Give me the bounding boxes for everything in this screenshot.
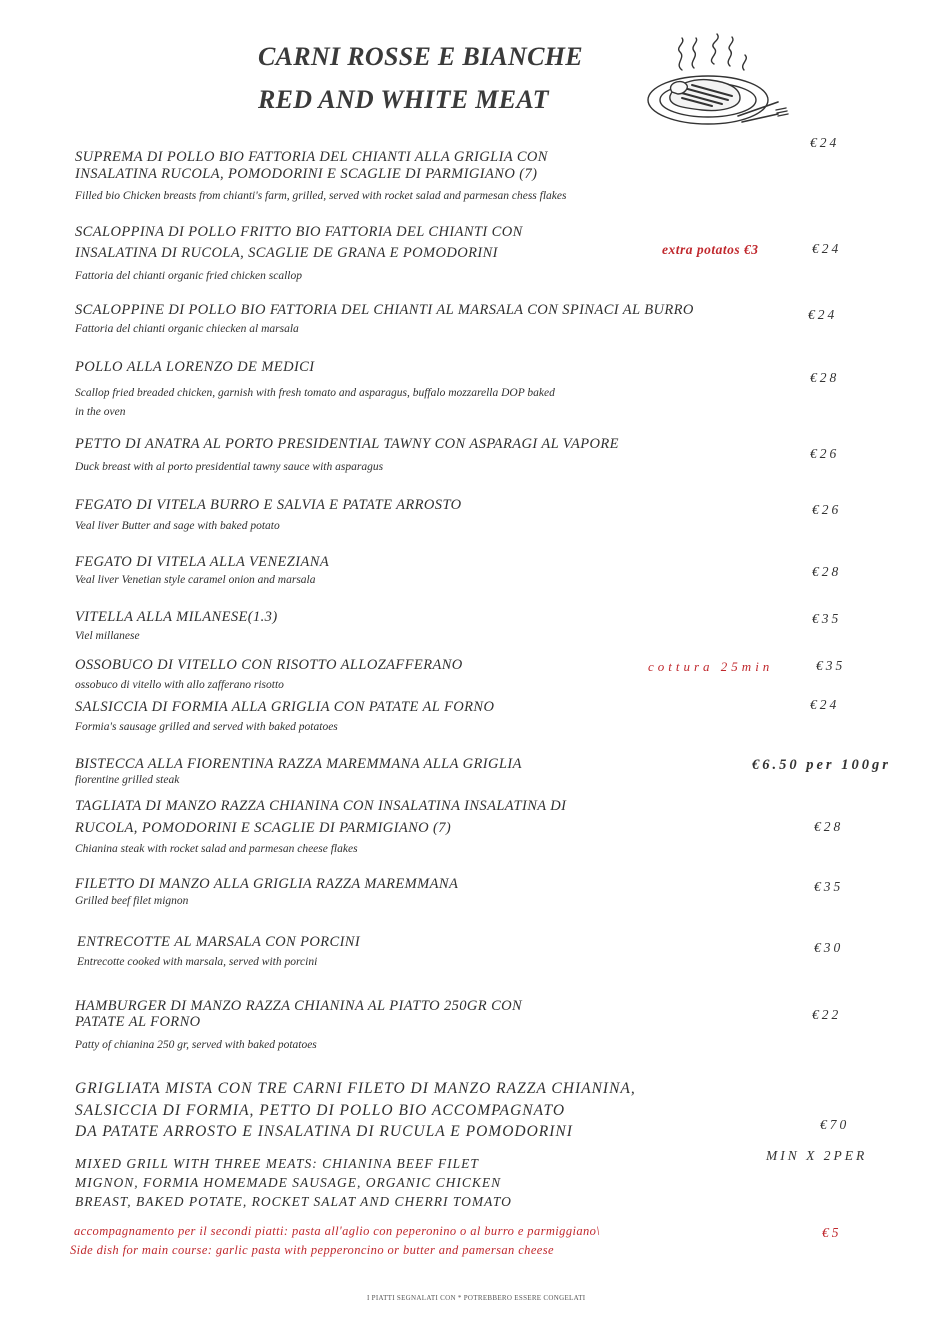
dish-price: €35	[812, 611, 842, 626]
dish-description: Scallop fried breaded chicken, garnish with fresh tomato and asparagus, buffalo mozzarella DOP baked	[75, 387, 555, 399]
dish-description: Entrecotte cooked with marsala, served with porcini	[77, 956, 318, 968]
dish-name: RUCOLA, POMODORINI E SCAGLIE DI PARMIGIANO (7)	[75, 820, 452, 836]
dish-price: €35	[816, 658, 846, 673]
cooking-time-note: cottura 25min	[648, 659, 774, 674]
dish-name: VITELLA ALLA MILANESE(1.3)	[75, 609, 278, 625]
dish-name: BISTECCA ALLA FIORENTINA RAZZA MAREMMANA ALLA GRIGLIA	[75, 756, 522, 772]
dish-name: SCALOPPINA DI POLLO FRITTO BIO FATTORIA DEL CHIANTI CON	[75, 224, 523, 240]
dish-name: SUPREMA DI POLLO BIO FATTORIA DEL CHIANTI ALLA GRIGLIA CON	[75, 149, 548, 165]
dish-price: €26	[812, 502, 842, 517]
side-dish-italian: accompagnamento per il secondi piatti: pasta all'aglio con peperonino o al burro e parmiggiano\	[74, 1224, 601, 1238]
dish-description: Fattoria del chianti organic fried chicken scallop	[75, 270, 302, 282]
dish-name: INSALATINA DI RUCOLA, SCAGLIE DE GRANA E POMODORINI	[75, 245, 498, 261]
dish-name: OSSOBUCO DI VITELLO CON RISOTTO ALLOZAFFERANO	[75, 657, 463, 673]
dish-price: €28	[812, 564, 842, 579]
dish-description: in the oven	[75, 406, 126, 418]
dish-description: Viel millanese	[75, 630, 140, 642]
dish-price: €30	[814, 940, 844, 955]
dish-name: SCALOPPINE DI POLLO BIO FATTORIA DEL CHIANTI AL MARSALA CON SPINACI AL BURRO	[75, 302, 694, 318]
dish-name: INSALATINA RUCOLA, POMODORINI E SCAGLIE DI PARMIGIANO (7)	[75, 166, 538, 182]
dish-price: €24	[810, 135, 840, 150]
dish-description: Veal liver Butter and sage with baked potato	[75, 520, 280, 532]
dish-description: ossobuco di vitello with allo zafferano risotto	[75, 679, 284, 691]
frozen-disclaimer: I PIATTI SEGNALATI CON * POTREBBERO ESSERE CONGELATI	[367, 1294, 586, 1302]
dish-description: MIXED GRILL WITH THREE MEATS: CHIANINA BEEF FILET	[75, 1156, 479, 1171]
dish-name: FILETTO DI MANZO ALLA GRIGLIA RAZZA MAREMMANA	[75, 876, 459, 892]
page-title-english: RED AND WHITE MEAT	[258, 85, 549, 114]
dish-name: DA PATATE ARROSTO E INSALATINA DI RUCULA E POMODORINI	[75, 1123, 573, 1140]
dish-name: PETTO DI ANATRA AL PORTO PRESIDENTIAL TAWNY CON ASPARAGI AL VAPORE	[75, 436, 619, 452]
dish-name: FEGATO DI VITELA ALLA VENEZIANA	[75, 554, 330, 570]
dish-description: Fattoria del chianti organic chiecken al marsala	[75, 323, 299, 335]
dish-name: ENTRECOTTE AL MARSALA CON PORCINI	[77, 934, 361, 950]
steak-plate-icon	[642, 30, 794, 142]
dish-price: €24	[810, 697, 840, 712]
dish-description: Formia's sausage grilled and served with baked potatoes	[75, 721, 338, 733]
dish-name: PATATE AL FORNO	[75, 1014, 201, 1030]
dish-description: BREAST, BAKED POTATE, ROCKET SALAT AND CHERRI TOMATO	[75, 1194, 512, 1209]
dish-name: SALSICCIA DI FORMIA ALLA GRIGLIA CON PATATE AL FORNO	[75, 699, 495, 715]
dish-price: €28	[814, 819, 844, 834]
extra-note: extra potatos €3	[662, 242, 759, 257]
dish-price: €35	[814, 879, 844, 894]
dish-price: €24	[808, 307, 838, 322]
dish-name: TAGLIATA DI MANZO RAZZA CHIANINA CON INSALATINA INSALATINA DI	[75, 798, 567, 814]
dish-description: fiorentine grilled steak	[75, 774, 180, 786]
page-title-italian: CARNI ROSSE E BIANCHE	[258, 42, 583, 71]
dish-description: MIGNON, FORMIA HOMEMADE SAUSAGE, ORGANIC CHICKEN	[75, 1175, 502, 1190]
dish-name: SALSICCIA DI FORMIA, PETTO DI POLLO BIO ACCOMPAGNATO	[75, 1102, 566, 1119]
dish-description: Patty of chianina 250 gr, served with baked potatoes	[75, 1039, 317, 1051]
dish-description: Veal liver Venetian style caramel onion and marsala	[75, 574, 316, 586]
dish-price: €22	[812, 1007, 842, 1022]
dish-price: €26	[810, 446, 840, 461]
side-dish-price: €5	[822, 1225, 842, 1240]
dish-description: Grilled beef filet mignon	[75, 895, 189, 907]
dish-name: POLLO ALLA LORENZO DE MEDICI	[75, 359, 315, 375]
dish-description: Duck breast with al porto presidential tawny sauce with asparagus	[75, 461, 384, 473]
dish-price: €28	[810, 370, 840, 385]
dish-description: Filled bio Chicken breasts from chianti's farm, grilled, served with rocket salad and parmesan chess flakes	[75, 190, 567, 202]
dish-price: €70	[820, 1117, 850, 1132]
dish-price: €24	[812, 241, 842, 256]
dish-price: €6.50 per 100gr	[752, 757, 891, 773]
dish-name: FEGATO DI VITELA BURRO E SALVIA E PATATE ARROSTO	[75, 497, 462, 513]
dish-description: Chianina steak with rocket salad and parmesan cheese flakes	[75, 843, 358, 855]
dish-name: HAMBURGER DI MANZO RAZZA CHIANINA AL PIATTO 250GR CON	[75, 998, 523, 1014]
dish-name: GRIGLIATA MISTA CON TRE CARNI FILETO DI MANZO RAZZA CHIANINA,	[75, 1080, 636, 1097]
minimum-persons-note: MIN X 2PER	[766, 1148, 868, 1163]
side-dish-english: Side dish for main course: garlic pasta with pepperoncino or butter and pamersan cheese	[70, 1243, 554, 1257]
